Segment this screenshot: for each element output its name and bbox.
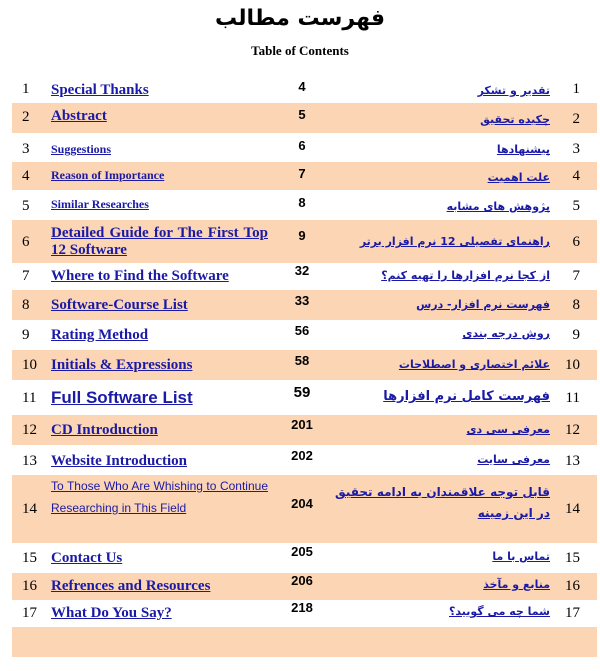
page-number: 6	[298, 138, 306, 153]
link-fa-similar-researches[interactable]: پژوهش های مشابه	[446, 200, 550, 213]
toc-row	[12, 190, 597, 220]
entry-number-fa: 3	[572, 141, 580, 157]
entry-number-fa: 7	[572, 268, 580, 284]
page-number: 201	[291, 417, 313, 432]
entry-number-fa: 14	[565, 501, 580, 517]
page-number: 202	[291, 448, 313, 463]
toc-row	[12, 600, 597, 627]
toc-row	[12, 475, 597, 543]
page-number: 4	[298, 79, 306, 94]
entry-number-fa: 4	[572, 168, 580, 184]
entry-number-fa: 6	[572, 234, 580, 250]
page-number: 56	[294, 323, 310, 338]
link-what-do-you-say[interactable]: What Do You Say?	[51, 605, 172, 621]
page-number: 58	[294, 353, 310, 368]
toc-row	[12, 543, 597, 573]
link-continue-researching[interactable]: To Those Who Are Whishing to Continue Researching in This Field	[51, 479, 268, 515]
entry-number: 1	[22, 81, 30, 97]
link-fa-rating-method[interactable]: روش درجه بندی	[462, 327, 550, 340]
entry-number: 14	[22, 501, 37, 517]
entry-number-fa: 2	[572, 111, 580, 127]
page-title: فهرست مطالب	[214, 6, 386, 31]
page-number: 218	[291, 600, 313, 615]
link-fa-cd-introduction[interactable]: معرفی سی دی	[466, 423, 550, 436]
entry-number: 7	[22, 268, 30, 284]
link-rating-method[interactable]: Rating Method	[51, 327, 149, 343]
link-fa-references-resources[interactable]: منابع و مآخذ	[483, 578, 550, 591]
page-number: 5	[298, 107, 306, 122]
toc-row	[12, 350, 597, 380]
entry-number: 17	[22, 605, 37, 621]
page-number: 7	[298, 166, 306, 181]
toc-row	[12, 75, 597, 103]
entry-number-fa: 5	[572, 198, 580, 214]
entry-number: 16	[22, 578, 37, 594]
entry-number-fa: 15	[565, 550, 580, 566]
toc-row	[12, 133, 597, 162]
link-fa-special-thanks[interactable]: تقدیر و تشکر	[477, 84, 550, 97]
entry-number: 4	[22, 168, 30, 184]
entry-number: 8	[22, 297, 30, 313]
toc-row	[12, 415, 597, 445]
entry-number-fa: 8	[572, 297, 580, 313]
entry-number: 9	[22, 327, 30, 343]
page-number: 9	[298, 228, 306, 243]
link-fa-full-software-list[interactable]: فهرست کامل نرم افزارها	[383, 389, 550, 404]
entry-number-fa: 10	[565, 357, 580, 373]
link-where-to-find[interactable]: Where to Find the Software	[51, 268, 229, 284]
toc-row	[12, 445, 597, 475]
link-software-course-list[interactable]: Software-Course List	[51, 297, 188, 313]
entry-number: 2	[22, 109, 30, 125]
toc-row	[12, 103, 597, 133]
entry-number-fa: 11	[565, 390, 580, 406]
link-website-introduction[interactable]: Website Introduction	[51, 453, 187, 469]
empty-shaded-row	[12, 627, 597, 657]
link-cd-introduction[interactable]: CD Introduction	[51, 422, 158, 438]
entry-number-fa: 12	[565, 422, 580, 438]
entry-number: 3	[22, 141, 30, 157]
link-references-resources[interactable]: Refrences and Resources	[51, 578, 211, 594]
toc-row	[12, 220, 597, 263]
link-suggestions[interactable]: Suggestions	[51, 142, 112, 156]
link-fa-suggestions[interactable]: پیشنهادها	[496, 143, 550, 156]
link-fa-where-to-find[interactable]: از کجا نرم افزارها را تهیه کنم؟	[381, 269, 550, 282]
entry-number: 10	[22, 357, 37, 373]
link-fa-reason-of-importance[interactable]: علت اهمیت	[487, 171, 550, 184]
link-contact-us[interactable]: Contact Us	[51, 550, 123, 566]
page-number: 204	[291, 496, 313, 511]
entry-number: 11	[22, 390, 37, 406]
link-full-software-list[interactable]: Full Software List	[51, 388, 193, 407]
link-fa-software-course-list[interactable]: فهرست نرم افزار- درس	[416, 298, 550, 311]
page-number: 33	[294, 293, 310, 308]
toc-row	[12, 162, 597, 190]
toc-row	[12, 320, 597, 350]
toc-row	[12, 290, 597, 320]
link-initials-expressions[interactable]: Initials & Expressions	[51, 357, 193, 373]
link-fa-contact-us[interactable]: تماس با ما	[492, 550, 550, 563]
entry-number: 12	[22, 422, 37, 438]
entry-number-fa: 9	[572, 327, 580, 343]
entry-number-fa: 16	[565, 578, 580, 594]
page-number: 8	[298, 195, 306, 210]
link-reason-of-importance[interactable]: Reason of Importance	[51, 168, 165, 182]
entry-number-fa: 1	[572, 81, 580, 97]
entry-number-fa: 17	[565, 605, 580, 621]
link-fa-continue-researching[interactable]: قابل توجه علاقمندان به ادامه تحقیق در این زمینه	[335, 485, 550, 520]
entry-number: 5	[22, 198, 30, 214]
link-fa-abstract[interactable]: چکیده تحقیق	[480, 113, 550, 126]
link-fa-detailed-guide[interactable]: راهنمای تفصیلی 12 نرم افزار برتر	[359, 235, 550, 248]
link-similar-researches[interactable]: Similar Researches	[51, 197, 149, 211]
link-abstract[interactable]: Abstract	[51, 108, 107, 124]
link-fa-what-do-you-say[interactable]: شما چه می گویید؟	[449, 605, 550, 618]
page-number: 59	[293, 384, 311, 401]
link-fa-website-introduction[interactable]: معرفی سایت	[477, 453, 550, 466]
entry-number-fa: 13	[565, 453, 580, 469]
link-fa-initials-expressions[interactable]: علائم اختصاری و اصطلاحات	[398, 358, 550, 371]
entry-number: 13	[22, 453, 37, 469]
link-special-thanks[interactable]: Special Thanks	[51, 82, 149, 98]
page-number: 32	[294, 263, 310, 278]
toc-row	[12, 380, 597, 415]
toc-row	[12, 573, 597, 600]
page-number: 205	[291, 544, 313, 559]
toc-row	[12, 263, 597, 290]
page-number: 206	[291, 573, 313, 588]
page-subtitle: Table of Contents	[251, 43, 349, 58]
link-detailed-guide[interactable]: Detailed Guide for The First Top 12 Software	[51, 225, 268, 258]
entry-number: 6	[22, 234, 30, 250]
entry-number: 15	[22, 550, 37, 566]
